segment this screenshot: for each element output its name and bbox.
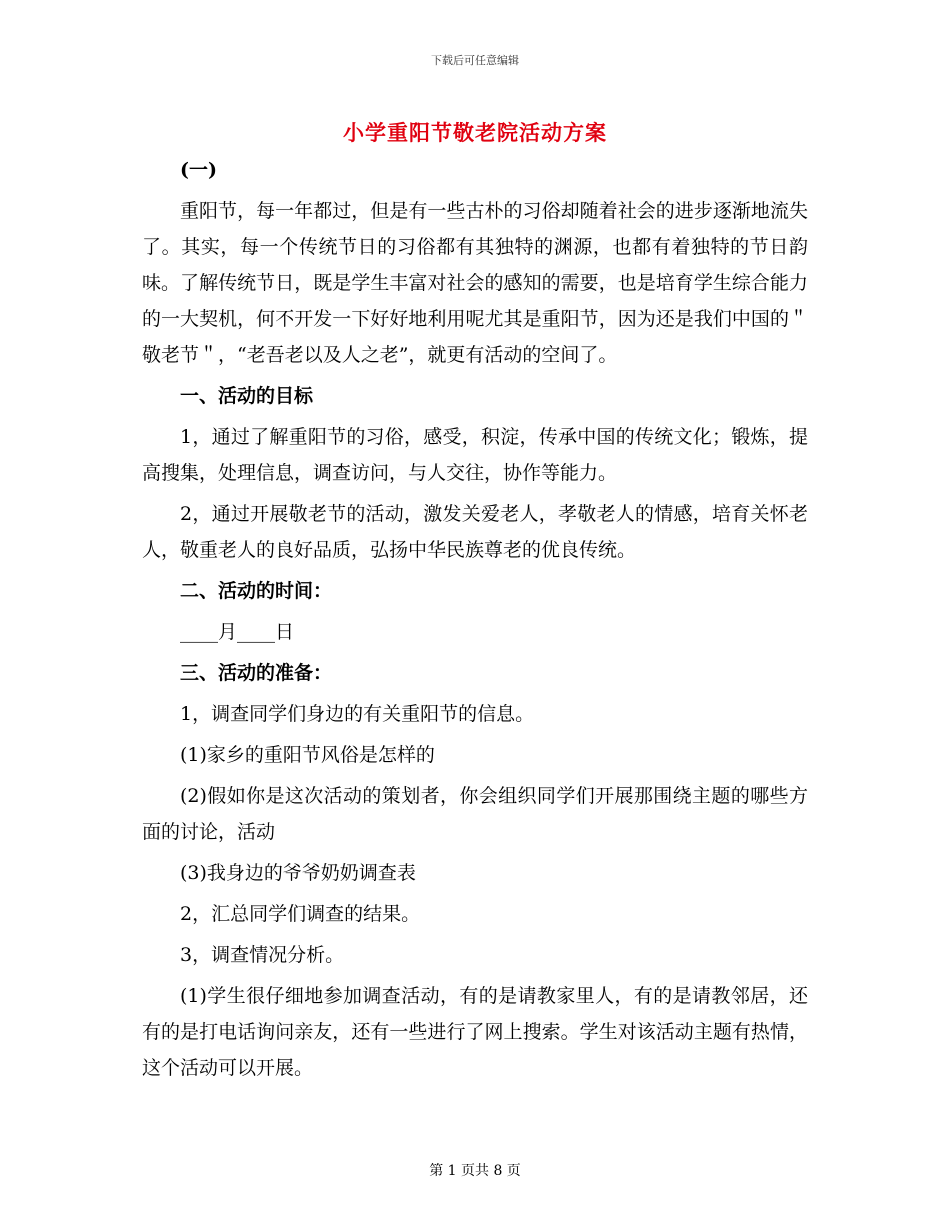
prep-subitem-2: (2)假如你是这次活动的策划者，你会组织同学们开展那围绕主题的哪些方面的讨论，活动: [142, 785, 808, 843]
heading-time: 二、活动的时间：: [180, 580, 333, 602]
prep-item-1: 1，调查同学们身边的有关重阳节的信息。: [180, 703, 535, 725]
section-marker: (一): [180, 159, 217, 181]
prep-item-2: 2，汇总同学们调查的结果。: [180, 903, 421, 925]
goal-item-1: 1，通过了解重阳节的习俗，感受，积淀，传承中国的传统文化；锻炼，提高搜集，处理信息，调查访问，与人交往，协作等能力。: [142, 426, 808, 484]
prep-item-3: 3，调查情况分析。: [180, 944, 345, 966]
heading-preparation: 三、活动的准备：: [180, 662, 333, 684]
document-body: [142, 152, 808, 1091]
prep-subitem-1: (1)家乡的重阳节风俗是怎样的: [180, 744, 435, 766]
document-title: 小学重阳节敬老院活动方案: [343, 120, 607, 145]
prep-subitem-3: (3)我身边的爷爷奶奶调查表: [180, 862, 416, 884]
analysis-subitem-1: (1)学生很仔细地参加调查活动，有的是请教家里人，有的是请教邻居，还有的是打电话询问亲友，还有一些进行了网上搜索。学生对该活动主题有热情，这个活动可以开展。: [142, 985, 808, 1079]
page-footer: 第 1 页共 8 页: [429, 1163, 521, 1179]
intro-paragraph: 重阳节，每一年都过，但是有一些古朴的习俗却随着社会的进步逐渐地流失了。其实，每一个传统节日的习俗都有其独特的渊源，也都有着独特的节日韵味。了解传统节日，既是学生丰富对社会的感知的需要，也是培育学生综合能力的一大契机，何不开发一下好好地利用呢尤其是重阳节，因为还是我们中国的＂敬老节＂，“老吾老以及人之老”，就更有活动的空间了。: [142, 200, 808, 366]
page-header-note: 下载后可任意编辑: [431, 54, 519, 67]
goal-item-2: 2，通过开展敬老节的活动，激发关爱老人，孝敬老人的情感，培育关怀老人，敬重老人的良好品质，弘扬中华民族尊老的优良传统。: [142, 503, 808, 561]
date-blank: ____月____日: [180, 621, 295, 643]
heading-goals: 一、活动的目标: [180, 385, 314, 407]
